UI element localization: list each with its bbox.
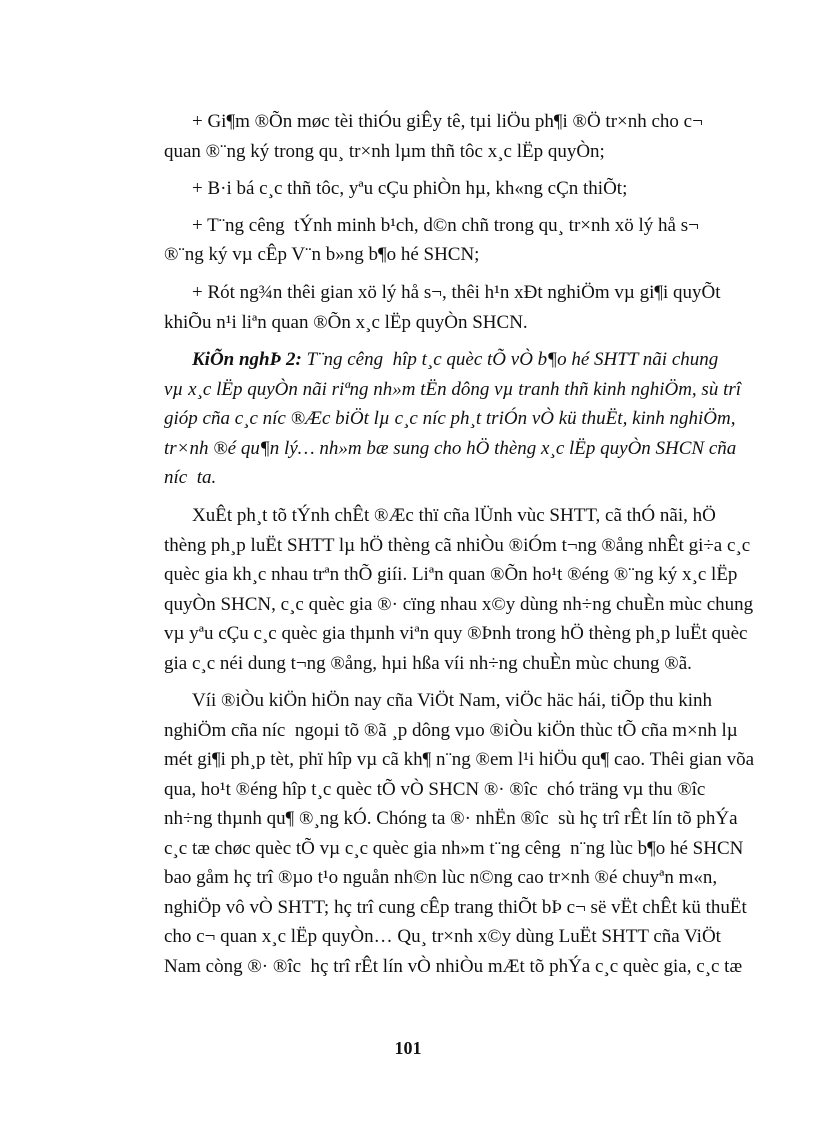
p1-line-6 xyxy=(164,652,764,676)
bullet-1-line-2 xyxy=(164,140,764,164)
text-line: nghiÖm cña níc ngoµi tõ ®ã ¸p dông vµo ®iÒu kiÖn thùc tÕ cña m×nh lµ xyxy=(164,720,738,741)
text-line: vµ x¸c lËp quyÒn nãi riªng nh»m tËn dông vµ tranh thñ kinh nghiÖm, sù trî xyxy=(164,379,742,400)
p2-line-2 xyxy=(164,719,764,743)
recommendation-line-5 xyxy=(164,466,764,490)
text-line: nh÷ng thµnh qu¶ ®¸ng kÓ. Chóng ta ®· nhËn ®îc sù hç trî rÊt lín tõ phÝa xyxy=(164,808,738,829)
p1-line-2 xyxy=(164,534,764,558)
text-line: quyÒn SHCN, c¸c quèc gia ®· cïng nhau x©y dùng nh÷ng chuÈn mùc chung xyxy=(164,594,754,615)
p1-line-3 xyxy=(164,563,764,587)
text-line: quèc gia kh¸c nhau trªn thÕ giíi. Liªn quan ®Õn ho¹t ®éng ®¨ng ký x¸c lËp xyxy=(164,564,738,585)
text-line: quan ®¨ng ký trong qu¸ tr×nh lµm thñ tôc x¸c lËp quyÒn; xyxy=(164,141,605,162)
p1-line-4 xyxy=(164,593,764,617)
p2-line-10 xyxy=(164,955,764,979)
bullet-1-line-1 xyxy=(0,110,816,134)
text-line: tr×nh ®é qu¶n lý… nh»m bæ sung cho hÖ thèng x¸c lËp quyÒn SHCN cña xyxy=(164,438,737,459)
text-line: cho c¬ quan x¸c lËp quyÒn… Qu¸ tr×nh x©y dùng LuËt SHTT cña ViÖt xyxy=(164,926,721,947)
text-line: khiÕu n¹i liªn quan ®Õn x¸c lËp quyÒn SHCN. xyxy=(164,312,528,333)
text-line: + Rót ng¾n thêi gian xö lý hå s¬, thêi h¹n xÐt nghiÖm vµ gi¶i quyÕt xyxy=(192,282,721,303)
text-line: T¨ng cêng hîp t¸c quèc tÕ vÒ b¶o hé SHTT nãi chung xyxy=(306,349,719,370)
text-line: + T¨ng cêng tÝnh minh b¹ch, d©n chñ trong qu¸ tr×nh xö lý hå s¬ xyxy=(192,215,699,236)
p2-line-1 xyxy=(192,689,764,713)
p1-line-5 xyxy=(164,622,764,646)
text-line: Nam còng ®· ®îc hç trî rÊt lín vÒ nhiÒu mÆt tõ phÝa c¸c quèc gia, c¸c tæ xyxy=(164,956,743,977)
recommendation-heading: KiÕn nghÞ 2: xyxy=(192,349,302,370)
text-line: qua, ho¹t ®éng hîp t¸c quèc tÕ vÒ SHCN ®· ®îc chó träng vµ thu ®îc xyxy=(164,779,706,800)
text-line: mét gi¶i ph¸p tèt, phï hîp vµ cã kh¶ n¨ng ®em l¹i hiÖu qu¶ cao. Thêi gian võa xyxy=(164,749,755,770)
bullet-4-line-2 xyxy=(164,311,764,335)
text-line: gióp cña c¸c níc ®Æc biÖt lµ c¸c níc ph¸t triÓn vÒ kü thuËt, kinh nghiÖm, xyxy=(164,408,736,429)
text-line: thèng ph¸p luËt SHTT lµ hÖ thèng cã nhiÒu ®iÓm t¬ng ®ång nhÊt gi÷a c¸c xyxy=(164,535,751,556)
bullet-3-line-1 xyxy=(192,214,764,238)
text-line: gia c¸c néi dung t¬ng ®ång, hµi hßa víi nh÷ng chuÈn mùc chung ®ã. xyxy=(164,653,692,674)
recommendation-line-4 xyxy=(164,437,764,461)
bullet-3-line-2 xyxy=(164,243,764,267)
text-line: XuÊt ph¸t tõ tÝnh chÊt ®Æc thï cña lÜnh vùc SHTT, cã thÓ nãi, hÖ xyxy=(192,505,716,526)
text-line: Víi ®iÒu kiÖn hiÖn nay cña ViÖt Nam, viÖc häc hái, tiÕp thu kinh xyxy=(192,690,713,711)
p2-line-4 xyxy=(164,778,764,802)
text-line: vµ yªu cÇu c¸c quèc gia thµnh viªn quy ®Þnh trong hÖ thèng ph¸p luËt quèc xyxy=(164,623,748,644)
text-line: + B·i bá c¸c thñ tôc, yªu cÇu phiÒn hµ, kh«ng cÇn thiÕt; xyxy=(192,178,628,199)
recommendation-line-3 xyxy=(164,407,764,431)
text-line: ®¨ng ký vµ cÊp V¨n b»ng b¶o hé SHCN; xyxy=(164,244,480,265)
text-line: níc ta. xyxy=(164,467,217,488)
p2-line-9 xyxy=(164,925,764,949)
text-line: nghiÖp vô vÒ SHTT; hç trî cung cÊp trang thiÕt bÞ c¬ së vËt chÊt kü thuËt xyxy=(164,897,747,918)
bullet-2-line-1 xyxy=(192,177,764,201)
text-line: bao gåm hç trî ®µo t¹o nguån nh©n lùc n©ng cao tr×nh ®é chuyªn m«n, xyxy=(164,867,718,888)
p1-line-1 xyxy=(192,504,764,528)
p2-line-6 xyxy=(164,837,764,861)
text-line: c¸c tæ chøc quèc tÕ vµ c¸c quèc gia nh»m t¨ng cêng n¨ng lùc b¶o hé SHCN xyxy=(164,838,744,859)
p2-line-5 xyxy=(164,807,764,831)
recommendation-line-2 xyxy=(164,378,764,402)
text-line: + Gi¶m ®Õn møc tèi thiÓu giÊy tê, tµi liÖu ph¶i ®Ö tr×nh cho c¬ xyxy=(192,111,703,132)
p2-line-7 xyxy=(164,866,764,890)
p2-line-8 xyxy=(164,896,764,920)
p2-line-3 xyxy=(164,748,764,772)
page-number: 101 xyxy=(394,1038,422,1058)
recommendation-line-1 xyxy=(192,348,764,372)
bullet-4-line-1 xyxy=(192,281,764,305)
